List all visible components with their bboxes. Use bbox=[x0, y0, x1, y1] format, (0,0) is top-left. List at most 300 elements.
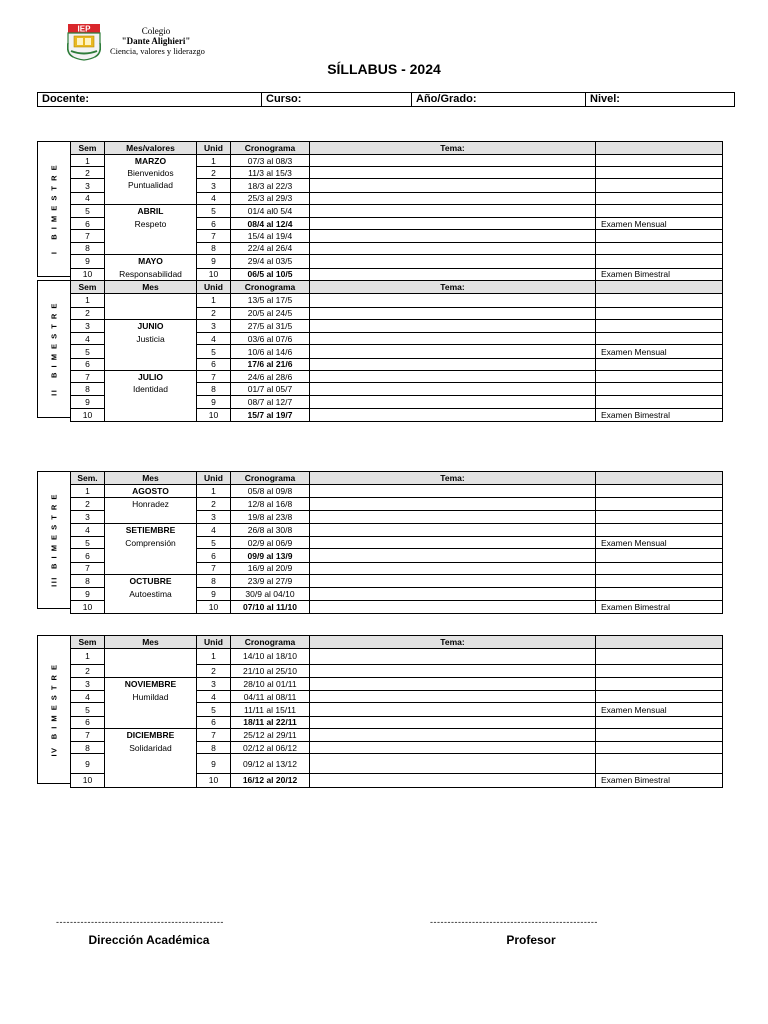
column-header: Tema: bbox=[310, 281, 596, 294]
value-label: Comprensión bbox=[125, 538, 176, 548]
month-label: NOVIEMBRE bbox=[124, 679, 177, 689]
exam-note-cell bbox=[596, 729, 723, 742]
mes-valores-cell bbox=[105, 320, 197, 371]
sem-cell: 7 bbox=[71, 729, 105, 742]
cronograma-cell: 17/6 al 21/6 bbox=[231, 358, 310, 370]
tema-cell[interactable] bbox=[310, 729, 596, 742]
tema-cell[interactable] bbox=[310, 537, 596, 549]
signature-line-right: ------------------------------------------------ bbox=[430, 917, 598, 927]
table-row bbox=[71, 729, 723, 742]
unid-cell: 3 bbox=[197, 320, 231, 333]
unid-cell: 8 bbox=[197, 242, 231, 254]
sem-cell: 5 bbox=[71, 205, 105, 218]
value-label: Honradez bbox=[105, 497, 196, 511]
tema-cell[interactable] bbox=[310, 716, 596, 728]
value-label bbox=[105, 754, 196, 773]
value-label bbox=[105, 773, 196, 787]
sem-cell: 4 bbox=[71, 192, 105, 204]
unid-cell: 3 bbox=[197, 179, 231, 192]
cronograma-cell: 03/6 al 07/6 bbox=[231, 333, 310, 345]
unid-cell: 5 bbox=[197, 205, 231, 218]
mes-valores-cell bbox=[105, 485, 197, 524]
mes-valores-cell bbox=[105, 255, 197, 281]
tema-cell[interactable] bbox=[310, 255, 596, 269]
tema-cell[interactable] bbox=[310, 575, 596, 588]
cronograma-cell: 26/8 al 30/8 bbox=[231, 524, 310, 537]
school-name bbox=[110, 26, 205, 56]
sem-cell: 5 bbox=[71, 345, 105, 358]
exam-note-cell: Examen Mensual bbox=[596, 537, 723, 549]
month-label: ABRIL bbox=[137, 206, 164, 216]
info-fields-row bbox=[37, 92, 735, 107]
signature-label-direccion: Dirección Académica bbox=[88, 933, 210, 947]
school-line2: "Dante Alighieri" bbox=[121, 36, 191, 46]
unid-cell: 6 bbox=[197, 549, 231, 562]
value-label bbox=[105, 345, 196, 358]
tema-cell[interactable] bbox=[310, 664, 596, 677]
mes-valores-cell bbox=[105, 575, 197, 614]
column-header: Sem. bbox=[71, 472, 105, 485]
nivel-field[interactable]: Nivel: bbox=[590, 93, 620, 105]
cronograma-cell: 02/9 al 06/9 bbox=[231, 537, 310, 549]
svg-text:IEP: IEP bbox=[77, 24, 91, 34]
cronograma-cell: 19/8 al 23/8 bbox=[231, 511, 310, 524]
value-label bbox=[105, 358, 196, 370]
syllabus-table bbox=[70, 280, 723, 422]
column-header: Sem bbox=[71, 142, 105, 155]
tema-cell[interactable] bbox=[310, 588, 596, 600]
value-label bbox=[105, 600, 196, 613]
column-header bbox=[596, 142, 723, 155]
tema-cell[interactable] bbox=[310, 524, 596, 537]
exam-note-cell bbox=[596, 588, 723, 600]
cronograma-cell: 16/12 al 20/12 bbox=[231, 773, 310, 787]
sem-cell: 9 bbox=[71, 396, 105, 408]
unid-cell: 1 bbox=[197, 649, 231, 665]
cronograma-cell: 22/4 al 26/4 bbox=[231, 242, 310, 254]
tema-cell[interactable] bbox=[310, 155, 596, 167]
bimestre-side-label bbox=[37, 635, 70, 784]
exam-note-cell bbox=[596, 333, 723, 345]
tema-cell[interactable] bbox=[310, 358, 596, 370]
exam-note-cell: Examen Bimestral bbox=[596, 268, 723, 280]
mes-valores-cell bbox=[105, 371, 197, 422]
value-label: Humildad bbox=[132, 692, 169, 702]
unid-cell: 9 bbox=[197, 255, 231, 269]
bimestre-block-4 bbox=[37, 635, 722, 784]
unid-cell: 1 bbox=[197, 155, 231, 167]
cronograma-cell: 07/3 al 08/3 bbox=[231, 155, 310, 167]
tema-cell[interactable] bbox=[310, 562, 596, 574]
mes-valores-cell bbox=[105, 205, 197, 255]
column-header: Unid bbox=[197, 142, 231, 155]
column-header: Mes bbox=[105, 472, 197, 485]
tema-cell[interactable] bbox=[310, 649, 596, 665]
exam-note-cell bbox=[596, 754, 723, 773]
signature-label-profesor: Profesor bbox=[506, 933, 556, 947]
unid-cell: 6 bbox=[197, 218, 231, 230]
tema-cell[interactable] bbox=[310, 703, 596, 716]
tema-cell[interactable] bbox=[310, 307, 596, 319]
tema-cell[interactable] bbox=[310, 511, 596, 524]
unid-cell: 3 bbox=[197, 678, 231, 691]
cronograma-cell: 04/11 al 08/11 bbox=[231, 691, 310, 703]
cronograma-cell: 24/6 al 28/6 bbox=[231, 371, 310, 383]
column-header: Tema: bbox=[310, 636, 596, 649]
table-row bbox=[71, 524, 723, 537]
cronograma-cell: 08/4 al 12/4 bbox=[231, 218, 310, 230]
table-row bbox=[71, 255, 723, 269]
exam-note-cell: Examen Bimestral bbox=[596, 600, 723, 613]
cronograma-cell: 08/7 al 12/7 bbox=[231, 396, 310, 408]
unid-cell: 2 bbox=[197, 497, 231, 511]
tema-cell[interactable] bbox=[310, 242, 596, 254]
cronograma-cell: 09/9 al 13/9 bbox=[231, 549, 310, 562]
tema-cell[interactable] bbox=[310, 371, 596, 383]
mes-valores-cell bbox=[105, 155, 197, 205]
exam-note-cell bbox=[596, 294, 723, 308]
month-label: JUNIO bbox=[137, 321, 164, 331]
sem-cell: 1 bbox=[71, 155, 105, 167]
sem-cell: 2 bbox=[71, 664, 105, 677]
cronograma-cell: 25/3 al 29/3 bbox=[231, 192, 310, 204]
bimestre-side-label bbox=[37, 471, 70, 609]
ano-grado-field[interactable]: Año/Grado: bbox=[412, 93, 586, 106]
column-header: Cronograma bbox=[231, 636, 310, 649]
exam-note-cell bbox=[596, 524, 723, 537]
column-header bbox=[596, 472, 723, 485]
tema-cell[interactable] bbox=[310, 179, 596, 192]
sem-cell: 9 bbox=[71, 255, 105, 269]
mes-valores-cell bbox=[105, 524, 197, 575]
unid-cell: 8 bbox=[197, 383, 231, 396]
cronograma-cell: 28/10 al 01/11 bbox=[231, 678, 310, 691]
unid-cell: 9 bbox=[197, 754, 231, 773]
value-label bbox=[105, 716, 196, 728]
table-row bbox=[71, 294, 723, 308]
value-label bbox=[105, 562, 196, 574]
cronograma-cell: 18/11 al 22/11 bbox=[231, 716, 310, 728]
unid-cell: 5 bbox=[197, 537, 231, 549]
exam-note-cell bbox=[596, 242, 723, 254]
syllabus-table bbox=[70, 471, 723, 614]
cronograma-cell: 27/5 al 31/5 bbox=[231, 320, 310, 333]
unid-cell: 5 bbox=[197, 703, 231, 716]
exam-note-cell bbox=[596, 167, 723, 179]
sem-cell: 5 bbox=[71, 537, 105, 549]
sem-cell: 8 bbox=[71, 575, 105, 588]
unid-cell: 1 bbox=[197, 485, 231, 498]
unid-cell: 6 bbox=[197, 358, 231, 370]
exam-note-cell bbox=[596, 716, 723, 728]
bimestre-label-text: I B I M E S T R E bbox=[49, 163, 59, 255]
unid-cell: 3 bbox=[197, 511, 231, 524]
value-label: Solidaridad bbox=[129, 743, 172, 753]
exam-note-cell bbox=[596, 678, 723, 691]
table-row bbox=[71, 575, 723, 588]
sem-cell: 1 bbox=[71, 485, 105, 498]
sem-cell: 10 bbox=[71, 408, 105, 421]
cronograma-cell: 15/7 al 19/7 bbox=[231, 408, 310, 421]
column-header: Cronograma bbox=[231, 472, 310, 485]
unid-cell: 7 bbox=[197, 729, 231, 742]
unid-cell: 6 bbox=[197, 716, 231, 728]
unid-cell: 7 bbox=[197, 371, 231, 383]
sem-cell: 6 bbox=[71, 549, 105, 562]
column-header: Sem bbox=[71, 636, 105, 649]
tema-cell[interactable] bbox=[310, 230, 596, 242]
mes-valores-cell bbox=[105, 649, 197, 678]
sem-cell: 10 bbox=[71, 600, 105, 613]
exam-note-cell bbox=[596, 485, 723, 498]
sem-cell: 6 bbox=[71, 218, 105, 230]
tema-cell[interactable] bbox=[310, 320, 596, 333]
unid-cell: 2 bbox=[197, 664, 231, 677]
bimestre-side-label bbox=[37, 280, 70, 418]
unid-cell: 2 bbox=[197, 307, 231, 319]
cronograma-cell: 18/3 al 22/3 bbox=[231, 179, 310, 192]
tema-cell[interactable] bbox=[310, 691, 596, 703]
sem-cell: 4 bbox=[71, 333, 105, 345]
sem-cell: 10 bbox=[71, 268, 105, 280]
unid-cell: 4 bbox=[197, 192, 231, 204]
cronograma-cell: 06/5 al 10/5 bbox=[231, 268, 310, 280]
value-label: Bienvenidos bbox=[127, 168, 174, 178]
exam-note-cell: Examen Mensual bbox=[596, 703, 723, 716]
tema-cell[interactable] bbox=[310, 205, 596, 218]
exam-note-cell bbox=[596, 691, 723, 703]
exam-note-cell bbox=[596, 155, 723, 167]
school-logo bbox=[67, 23, 101, 61]
sem-cell: 4 bbox=[71, 524, 105, 537]
tema-cell[interactable] bbox=[310, 268, 596, 280]
sem-cell: 8 bbox=[71, 742, 105, 754]
month-label: MARZO bbox=[134, 156, 167, 166]
cronograma-cell: 20/5 al 24/5 bbox=[231, 307, 310, 319]
sem-cell: 8 bbox=[71, 242, 105, 254]
unid-cell: 1 bbox=[197, 294, 231, 308]
tema-cell[interactable] bbox=[310, 742, 596, 754]
table-row bbox=[71, 485, 723, 498]
column-header: Unid bbox=[197, 636, 231, 649]
exam-note-cell bbox=[596, 307, 723, 319]
bimestre-label-text: IV B I M E S T R E bbox=[49, 662, 59, 757]
exam-note-cell bbox=[596, 255, 723, 269]
page-title: SÍLLABUS - 2024 bbox=[327, 61, 441, 77]
unid-cell: 10 bbox=[197, 600, 231, 613]
cronograma-cell: 15/4 al 19/4 bbox=[231, 230, 310, 242]
column-header: Unid bbox=[197, 472, 231, 485]
sem-cell: 1 bbox=[71, 649, 105, 665]
tema-cell[interactable] bbox=[310, 773, 596, 787]
exam-note-cell bbox=[596, 575, 723, 588]
bimestre-block-3 bbox=[37, 471, 722, 612]
unid-cell: 9 bbox=[197, 396, 231, 408]
sem-cell: 1 bbox=[71, 294, 105, 308]
exam-note-cell: Examen Mensual bbox=[596, 345, 723, 358]
mes-valores-cell bbox=[105, 729, 197, 788]
table-row bbox=[71, 205, 723, 218]
tema-cell[interactable] bbox=[310, 167, 596, 179]
tema-cell[interactable] bbox=[310, 294, 596, 308]
exam-note-cell bbox=[596, 742, 723, 754]
syllabus-table bbox=[70, 141, 723, 281]
unid-cell: 4 bbox=[197, 691, 231, 703]
column-header bbox=[596, 281, 723, 294]
month-label: DICIEMBRE bbox=[126, 730, 175, 740]
value-label bbox=[105, 664, 196, 677]
tema-cell[interactable] bbox=[310, 754, 596, 773]
sem-cell: 9 bbox=[71, 754, 105, 773]
cronograma-cell: 30/9 al 04/10 bbox=[231, 588, 310, 600]
value-label bbox=[105, 192, 196, 204]
tema-cell[interactable] bbox=[310, 549, 596, 562]
tema-cell[interactable] bbox=[310, 408, 596, 421]
cronograma-cell: 23/9 al 27/9 bbox=[231, 575, 310, 588]
exam-note-cell bbox=[596, 649, 723, 665]
unid-cell: 4 bbox=[197, 524, 231, 537]
table-row bbox=[71, 371, 723, 383]
month-label: MAYO bbox=[138, 256, 163, 266]
cronograma-cell: 12/8 al 16/8 bbox=[231, 497, 310, 511]
cronograma-cell: 01/7 al 05/7 bbox=[231, 383, 310, 396]
tema-cell[interactable] bbox=[310, 192, 596, 204]
value-label bbox=[105, 408, 196, 421]
value-label: Identidad bbox=[133, 384, 168, 394]
tema-cell[interactable] bbox=[310, 678, 596, 691]
column-header: Tema: bbox=[310, 472, 596, 485]
column-header: Sem bbox=[71, 281, 105, 294]
cronograma-cell: 11/11 al 15/11 bbox=[231, 703, 310, 716]
cronograma-cell: 09/12 al 13/12 bbox=[231, 754, 310, 773]
mes-valores-cell bbox=[105, 678, 197, 729]
unid-cell: 7 bbox=[197, 230, 231, 242]
column-header: Unid bbox=[197, 281, 231, 294]
docente-field[interactable]: Docente: bbox=[38, 93, 262, 106]
bimestre-side-label bbox=[37, 141, 70, 277]
exam-note-cell bbox=[596, 396, 723, 408]
value-label bbox=[105, 230, 196, 242]
month-label: AGOSTO bbox=[132, 486, 169, 496]
sem-cell: 8 bbox=[71, 383, 105, 396]
cronograma-cell: 25/12 al 29/11 bbox=[231, 729, 310, 742]
exam-note-cell bbox=[596, 320, 723, 333]
table-row bbox=[71, 320, 723, 333]
column-header: Cronograma bbox=[231, 281, 310, 294]
curso-field[interactable]: Curso: bbox=[262, 93, 412, 106]
exam-note-cell bbox=[596, 205, 723, 218]
tema-cell[interactable] bbox=[310, 497, 596, 511]
table-row bbox=[71, 155, 723, 167]
cronograma-cell: 16/9 al 20/9 bbox=[231, 562, 310, 574]
table-row bbox=[71, 649, 723, 665]
exam-note-cell bbox=[596, 562, 723, 574]
column-header: Cronograma bbox=[231, 142, 310, 155]
unid-cell: 10 bbox=[197, 268, 231, 280]
school-line1: Colegio bbox=[141, 26, 171, 36]
value-label: Responsabilidad bbox=[119, 269, 182, 279]
value-label: Respeto bbox=[134, 219, 167, 229]
cronograma-cell: 21/10 al 25/10 bbox=[231, 664, 310, 677]
unid-cell: 2 bbox=[197, 167, 231, 179]
month-label: JULIO bbox=[137, 372, 164, 382]
column-header: Mes bbox=[105, 636, 197, 649]
exam-note-cell bbox=[596, 497, 723, 511]
sem-cell: 7 bbox=[71, 562, 105, 574]
month-label: SETIEMBRE bbox=[125, 525, 176, 535]
unid-cell: 4 bbox=[197, 333, 231, 345]
tema-cell[interactable] bbox=[310, 345, 596, 358]
bimestre-label-text: II B I M E S T R E bbox=[49, 302, 59, 396]
school-motto: Ciencia, valores y liderazgo bbox=[110, 46, 205, 56]
exam-note-cell: Examen Mensual bbox=[596, 218, 723, 230]
unid-cell: 8 bbox=[197, 742, 231, 754]
column-header bbox=[596, 636, 723, 649]
sem-cell: 3 bbox=[71, 179, 105, 192]
bimestre-label-text: III B I M E S T R E bbox=[49, 493, 59, 587]
table-row bbox=[71, 678, 723, 691]
cronograma-cell: 02/12 al 06/12 bbox=[231, 742, 310, 754]
sem-cell: 5 bbox=[71, 703, 105, 716]
exam-note-cell bbox=[596, 179, 723, 192]
value-label bbox=[105, 242, 196, 254]
cronograma-cell: 11/3 al 15/3 bbox=[231, 167, 310, 179]
sem-cell: 2 bbox=[71, 307, 105, 319]
bimestre-block-2 bbox=[37, 280, 722, 418]
cronograma-cell: 13/5 al 17/5 bbox=[231, 294, 310, 308]
sem-cell: 4 bbox=[71, 691, 105, 703]
unid-cell: 7 bbox=[197, 562, 231, 574]
tema-cell[interactable] bbox=[310, 218, 596, 230]
value-label: Autoestima bbox=[129, 589, 172, 599]
column-header: Mes bbox=[105, 281, 197, 294]
tema-cell[interactable] bbox=[310, 383, 596, 396]
column-header: Mes/valores bbox=[105, 142, 197, 155]
exam-note-cell: Examen Bimestral bbox=[596, 408, 723, 421]
exam-note-cell bbox=[596, 383, 723, 396]
exam-note-cell bbox=[596, 371, 723, 383]
month-label: OCTUBRE bbox=[129, 576, 172, 586]
cronograma-cell: 10/6 al 14/6 bbox=[231, 345, 310, 358]
syllabus-table bbox=[70, 635, 723, 788]
value-label: Justicia bbox=[136, 334, 165, 344]
tema-cell[interactable] bbox=[310, 485, 596, 498]
sem-cell: 7 bbox=[71, 371, 105, 383]
sem-cell: 3 bbox=[71, 320, 105, 333]
value-label bbox=[105, 294, 196, 307]
sem-cell: 7 bbox=[71, 230, 105, 242]
unid-cell: 10 bbox=[197, 773, 231, 787]
tema-cell[interactable] bbox=[310, 333, 596, 345]
value-label bbox=[105, 549, 196, 562]
sem-cell: 9 bbox=[71, 588, 105, 600]
value-label bbox=[105, 703, 196, 716]
tema-cell[interactable] bbox=[310, 600, 596, 613]
exam-note-cell bbox=[596, 664, 723, 677]
column-header: Tema: bbox=[310, 142, 596, 155]
value-label bbox=[105, 511, 196, 523]
unid-cell: 5 bbox=[197, 345, 231, 358]
tema-cell[interactable] bbox=[310, 396, 596, 408]
sem-cell: 6 bbox=[71, 358, 105, 370]
mes-valores-cell bbox=[105, 294, 197, 320]
cronograma-cell: 14/10 al 18/10 bbox=[231, 649, 310, 665]
value-label bbox=[105, 307, 196, 319]
unid-cell: 9 bbox=[197, 588, 231, 600]
cronograma-cell: 07/10 al 11/10 bbox=[231, 600, 310, 613]
exam-note-cell: Examen Bimestral bbox=[596, 773, 723, 787]
exam-note-cell bbox=[596, 192, 723, 204]
